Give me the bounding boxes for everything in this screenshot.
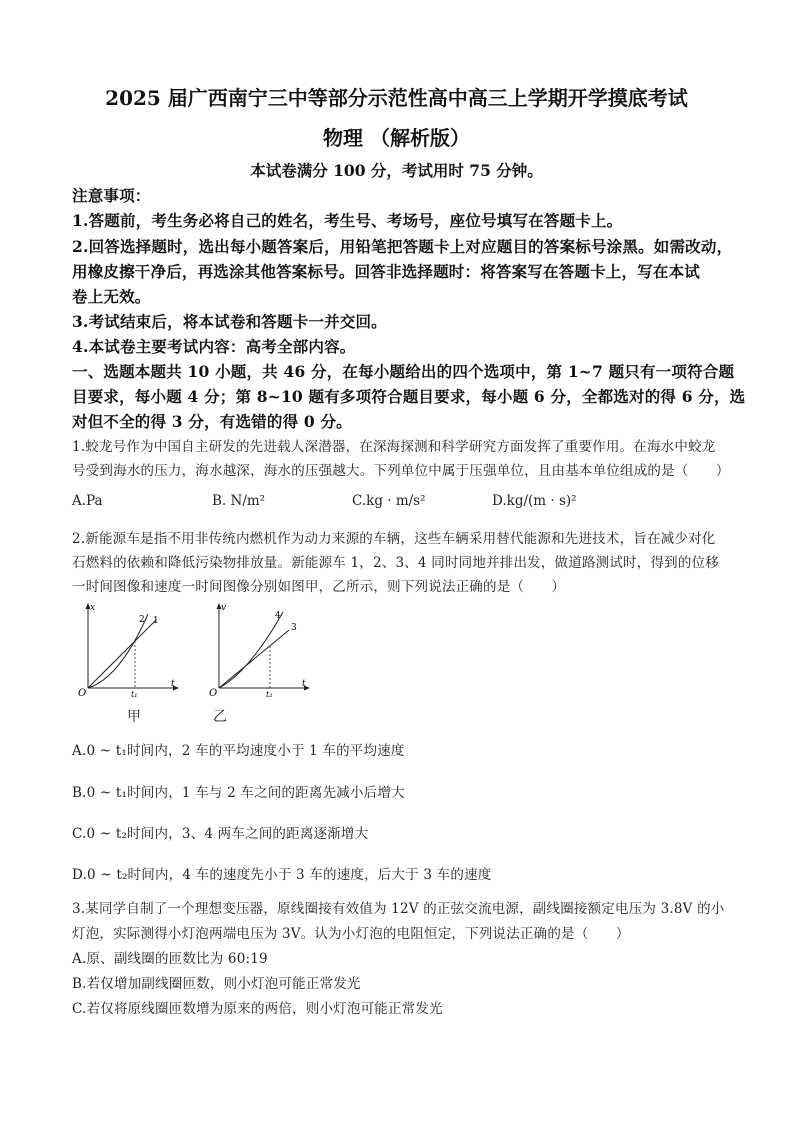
section-heading: 一、选题本题共 10 小题，共 46 分，在每小题给出的四个选项中，第 1~7 题只有一项符合题	[72, 362, 735, 381]
curve-label-3: 3	[291, 623, 297, 633]
graph-caption-jia: 甲	[127, 709, 141, 725]
question-1-text: 号受到海水的压力，海水越深，海水的压强越大。下列单位中属于压强单位，且由基本单位组成的是（ ）	[72, 463, 730, 479]
origin-label: O	[78, 688, 87, 699]
x-axis-label: t	[302, 679, 306, 689]
question-3-text: 灯泡，实际测得小灯泡两端电压为 3V。认为小灯泡的电阻恒定，下列说法正确的是（ ）	[72, 926, 630, 942]
question-1-text: 1.蛟龙号作为中国自主研发的先进载人深潜器，在深海探测和科学研究方面发挥了重要作用。在海水中蛟龙	[72, 439, 716, 455]
t1-label: t₁	[131, 690, 138, 699]
curve-2	[88, 614, 148, 688]
q2-option-c: C.0 ~ t₂时间内，3、4 两车之间的距离逐渐增大	[72, 826, 369, 842]
q3-option-c: C.若仅将原线圈匝数增为原来的两倍，则小灯泡可能正常发光	[72, 1001, 443, 1017]
curve-4	[219, 612, 283, 688]
graph-caption-yi: 乙	[213, 709, 227, 725]
notice-line: 用橡皮擦干净后，再选涂其他答案标号。回答非选择题时：将答案写在答题卡上，写在本试	[72, 262, 701, 281]
exam-title: 2025 届广西南宁三中等部分示范性高中高三上学期开学摸底考试	[105, 86, 688, 110]
section-heading: 目要求，每小题 4 分；第 8~10 题有多项符合题目要求，每小题 6 分，全都选对的得 6 分，选	[72, 387, 746, 406]
question-2-text: 2.新能源车是指不用非传统内燃机作为动力来源的车辆，这些车辆采用替代能源和先进技术，旨在减少对化	[72, 531, 716, 547]
question-3-text: 3.某同学自制了一个理想变压器，原线圈接有效值为 12V 的正弦交流电源，副线圈接额定电压为 3.8V 的小	[72, 901, 725, 917]
section-heading: 对但不全的得 3 分，有选错的得 0 分。	[72, 412, 352, 431]
notice-line: 4.本试卷主要考试内容：高考全部内容。	[72, 337, 356, 356]
exam-subtitle: 本试卷满分 100 分，考试用时 75 分钟。	[250, 161, 543, 180]
graph-velocity-time	[203, 600, 313, 700]
origin-label: O	[209, 688, 218, 699]
question-2-text: 石燃料的依赖和降低污染物排放量。新能源车 1，2、3、4 同时同地并排出发，做道路测试时，得到的位移	[72, 555, 719, 571]
curve-3	[219, 630, 289, 688]
y-axis-label: v	[221, 603, 227, 613]
x-axis-label: t	[171, 679, 175, 689]
q1-option-a: A.Pa	[72, 493, 103, 509]
notice-line: 1.答题前，考生务必将自己的姓名，考生号、考场号，座位号填写在答题卡上。	[72, 211, 623, 230]
q3-option-b: B.若仅增加副线圈匝数，则小灯泡可能正常发光	[72, 976, 361, 992]
curve-label-2: 2	[139, 615, 145, 625]
curve-1	[88, 620, 156, 688]
curve-label-1: 1	[153, 616, 159, 626]
q2-option-b: B.0 ~ t₁时间内，1 车与 2 车之间的距离先减小后增大	[72, 785, 405, 801]
t2-label: t₂	[266, 690, 273, 699]
notice-heading: 注意事项：	[72, 186, 151, 205]
graph-displacement-time	[72, 600, 182, 700]
question-2-text: 一时间图像和速度一时间图像分别如图甲，乙所示，则下列说法正确的是（ ）	[72, 579, 566, 595]
exam-subject-title: 物理 （解析版）	[323, 126, 470, 150]
notice-line: 3.考试结束后，将本试卷和答题卡一并交回。	[72, 312, 387, 331]
y-axis-label: x	[90, 603, 96, 613]
q2-option-d: D.0 ~ t₂时间内，4 车的速度先小于 3 车的速度，后大于 3 车的速度	[72, 867, 492, 883]
curve-label-4: 4	[275, 611, 281, 621]
notice-line: 2.回答选择题时，选出每小题答案后，用铅笔把答题卡上对应题目的答案标号涂黑。如需改动，	[72, 237, 733, 256]
q1-option-b: B. N/m²	[212, 493, 266, 509]
q3-option-a: A.原、副线圈的匝数比为 60:19	[72, 951, 268, 967]
q1-option-d: D.kg/(m · s)²	[492, 493, 577, 509]
q1-option-c: C.kg · m/s²	[352, 493, 426, 509]
q2-option-a: A.0 ~ t₁时间内，2 车的平均速度小于 1 车的平均速度	[72, 743, 405, 759]
notice-line: 卷上无效。	[72, 287, 151, 306]
